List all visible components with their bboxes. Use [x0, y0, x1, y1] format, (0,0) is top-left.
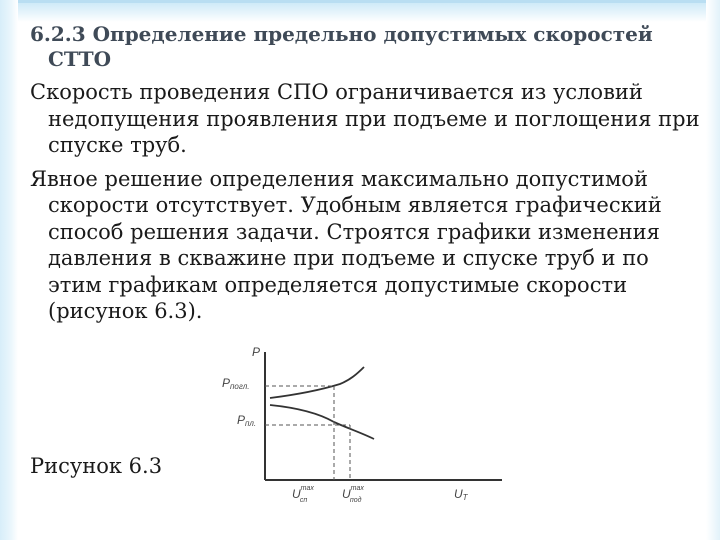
paragraph-2: Явное решение определения максимально допустимой скорости отсутствует. Удобным является графический способ решения задачи. Строятся графики изменения давления в скважине при подъеме и спуске труб и по этим графикам определяется допустимые скорости (рисунок 6.3).	[30, 166, 662, 323]
figure-caption: Рисунок 6.3	[30, 454, 163, 478]
upper-level-label: Pпогл.	[222, 376, 250, 391]
x-tick-2-label: $U^{max}$ под	[342, 485, 364, 504]
slide-top-border	[0, 0, 720, 22]
paragraph-1: Скорость проведения СПО ограничивается из условий недопущения проявления при подъеме и поглощения при спуске труб.	[30, 80, 700, 157]
lower-level-label: Pпл.	[237, 413, 257, 428]
upper-pressure-curve	[270, 367, 364, 398]
y-axis-label: P	[252, 345, 261, 359]
x-tick-1-label: $U^{max}$ сп	[292, 485, 314, 504]
slide-right-border	[706, 0, 720, 540]
lower-pressure-curve	[270, 405, 374, 439]
slide-left-border	[0, 0, 18, 540]
pressure-velocity-graph	[222, 340, 512, 510]
x-axis-label: UT	[454, 487, 468, 502]
slide-content	[30, 22, 706, 325]
slide-title: 6.2.3 Определение предельно допустимых скоростей СТТО	[30, 22, 653, 71]
